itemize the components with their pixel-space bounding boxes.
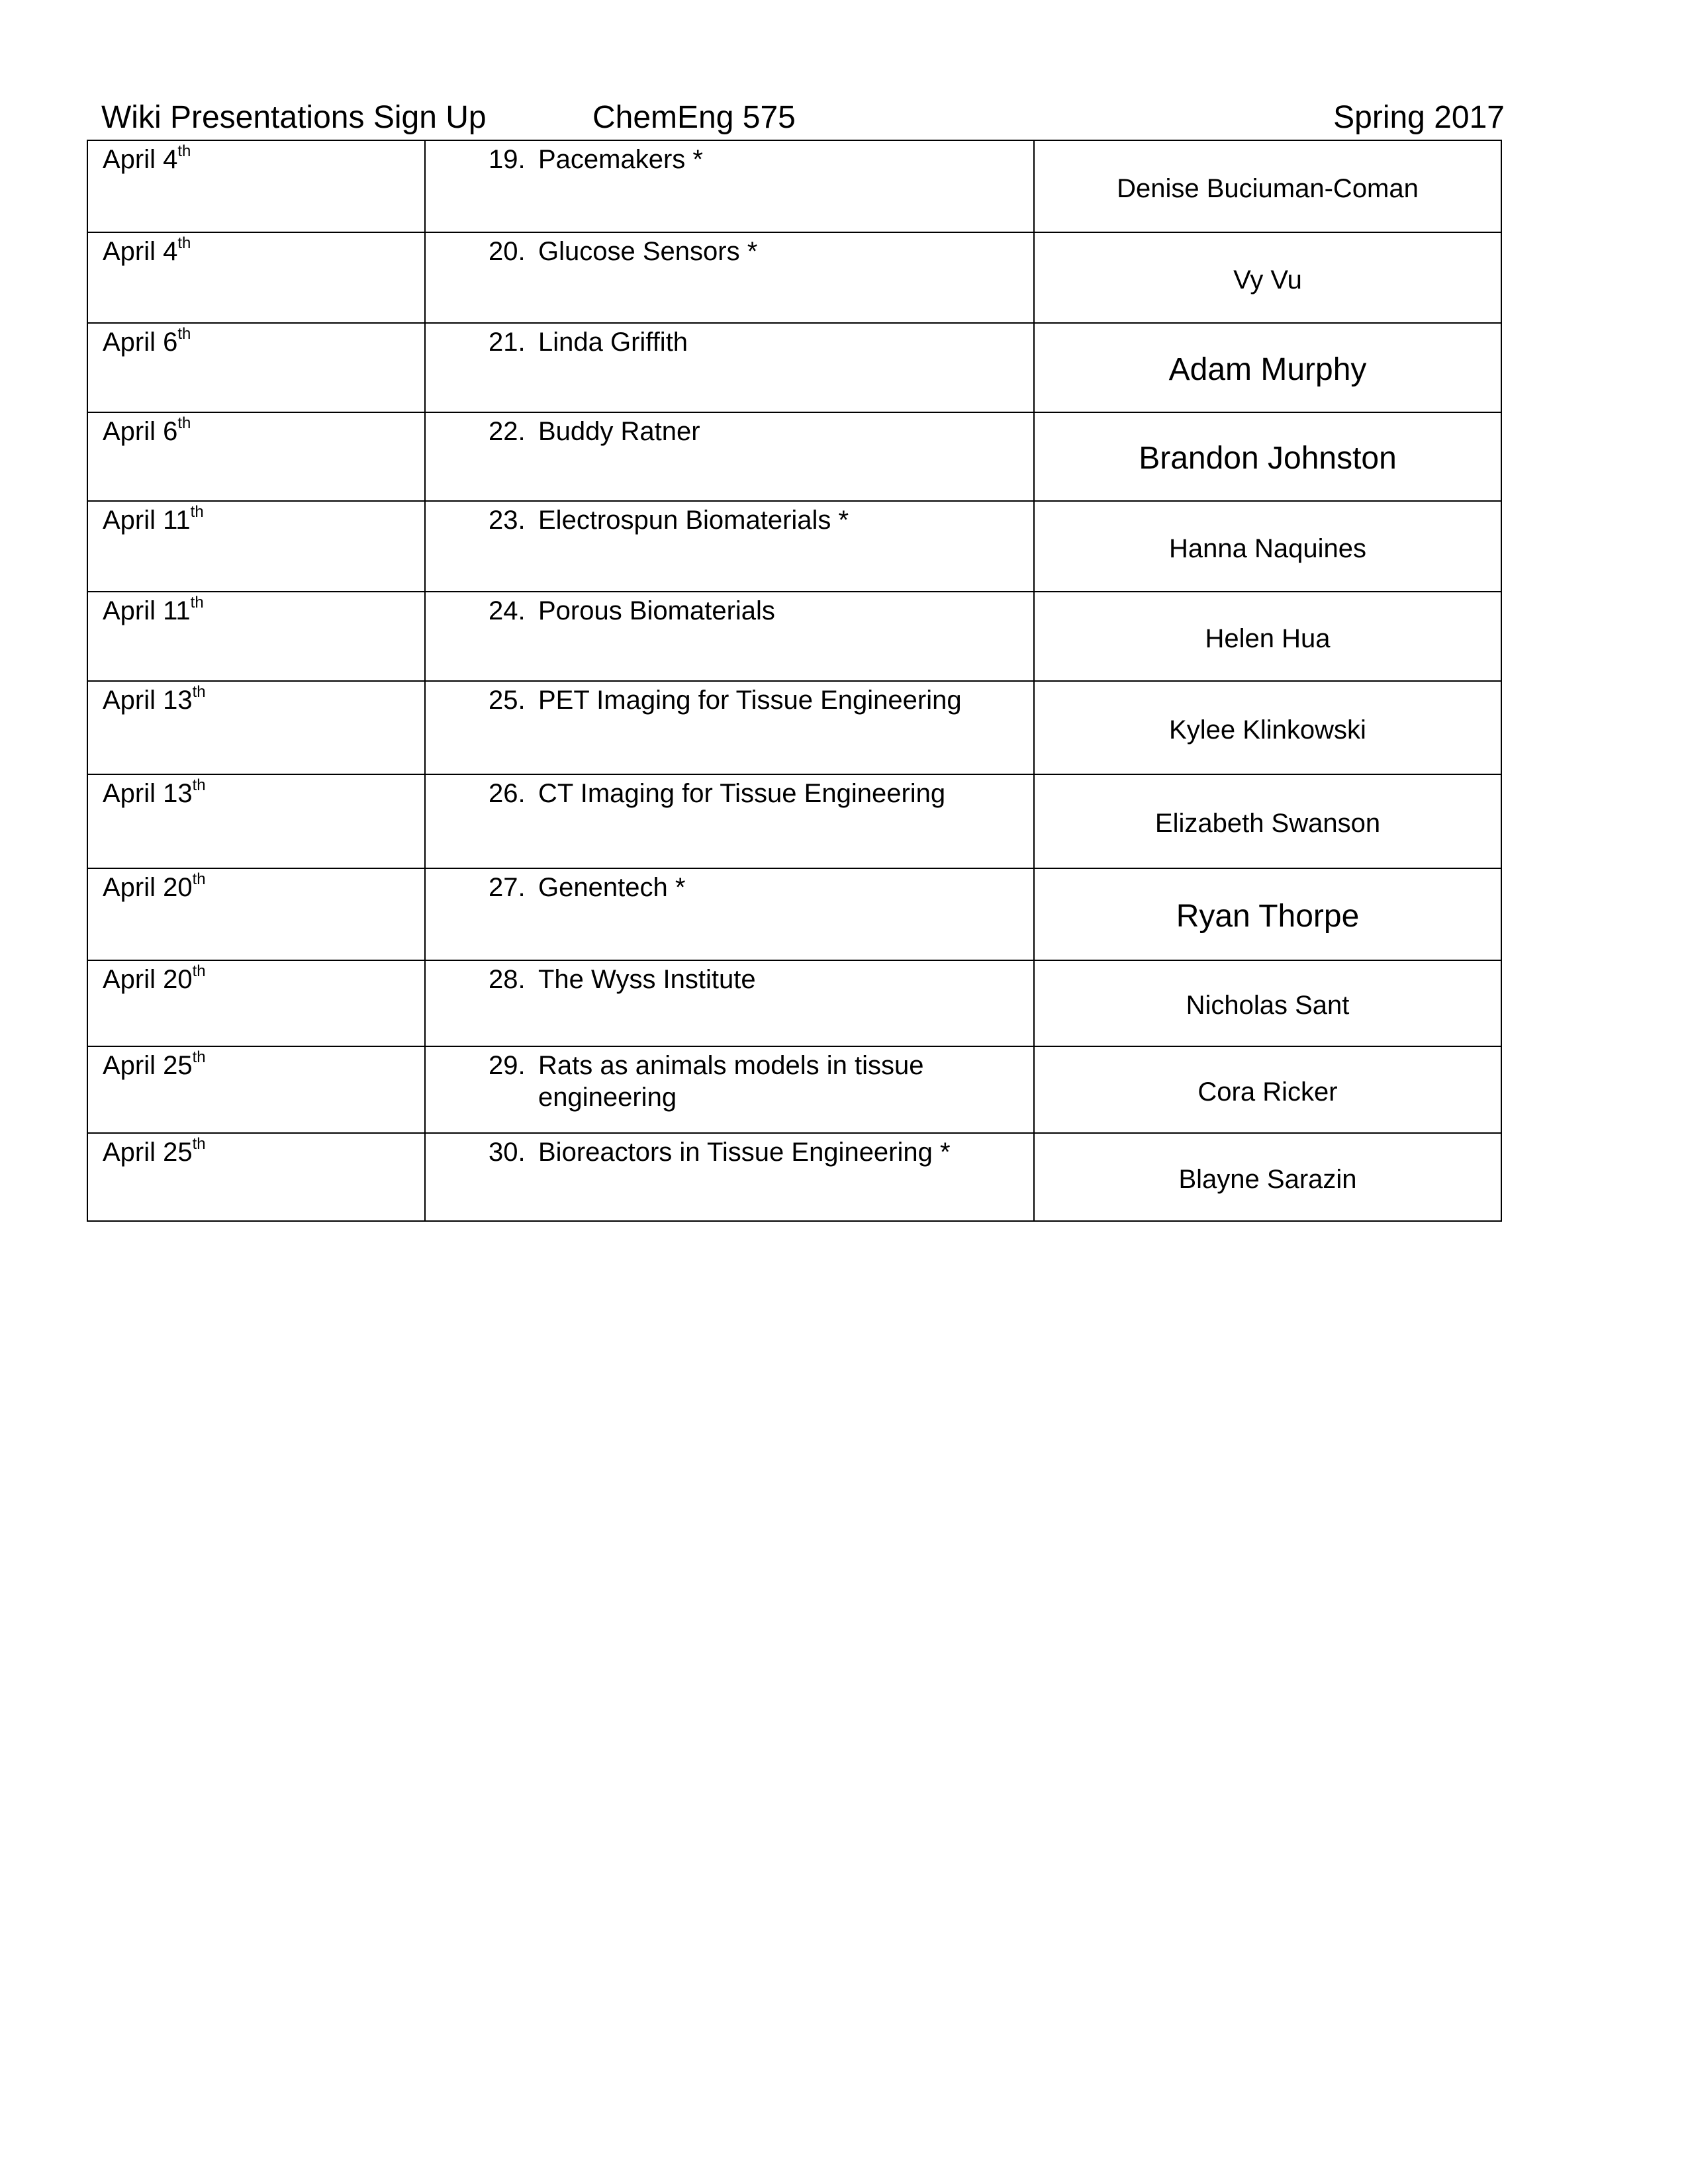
presenter-name: Cora Ricker (1034, 1046, 1501, 1133)
term: Spring 2017 (1333, 100, 1505, 135)
date-cell (87, 232, 425, 323)
topic-cell (425, 412, 1034, 501)
date-text: April 6 (103, 328, 178, 357)
date-text: April 13 (103, 779, 193, 808)
presenter-name: Nicholas Sant (1034, 960, 1501, 1046)
date-text: April 13 (103, 686, 193, 715)
topic-number: 26. (489, 779, 526, 808)
presenter-name: Elizabeth Swanson (1034, 774, 1501, 868)
topic-cell (425, 960, 1034, 1046)
date-cell (87, 1133, 425, 1221)
table-row (87, 960, 1501, 1046)
presenter-name: Kylee Klinkowski (1034, 681, 1501, 774)
date-cell (87, 1046, 425, 1133)
topic-number: 23. (489, 506, 526, 535)
topic-cell (425, 140, 1034, 232)
date-suffix: th (190, 593, 204, 612)
topic-title: Buddy Ratner (538, 417, 700, 446)
topic-cell (425, 1133, 1034, 1221)
topic-number: 24. (489, 596, 526, 625)
topic-number: 25. (489, 686, 526, 715)
topic-cell (425, 868, 1034, 960)
topic-title: Pacemakers * (538, 145, 703, 174)
table-row (87, 1046, 1501, 1133)
table-row (87, 774, 1501, 868)
date-suffix: th (192, 1048, 206, 1066)
table-row (87, 232, 1501, 323)
date-cell (87, 960, 425, 1046)
presenter-name: Ryan Thorpe (1034, 868, 1501, 960)
topic-title: The Wyss Institute (538, 965, 756, 994)
date-text: April 11 (103, 596, 191, 625)
topic-number: 27. (489, 873, 526, 902)
topic-title: Porous Biomaterials (538, 596, 775, 625)
table-row (87, 323, 1501, 412)
topic-number: 22. (489, 417, 526, 446)
date-suffix: th (177, 324, 191, 343)
presenter-name: Vy Vu (1034, 232, 1501, 323)
topic-title: CT Imaging for Tissue Engineering (538, 779, 946, 808)
presenter-name: Adam Murphy (1034, 323, 1501, 412)
topic-number: 30. (489, 1138, 526, 1167)
date-suffix: th (192, 682, 206, 701)
date-text: April 25 (103, 1138, 193, 1167)
topic-cell (425, 501, 1034, 592)
date-text: April 4 (103, 145, 178, 174)
topic-title: Linda Griffith (538, 328, 688, 357)
topic-number: 21. (489, 328, 526, 357)
topic-title: Glucose Sensors * (538, 237, 758, 266)
date-cell (87, 501, 425, 592)
topic-cell (425, 1046, 1034, 1133)
date-text: April 20 (103, 873, 193, 902)
topic-title: Rats as animals models in tissue engineering (538, 1051, 924, 1112)
date-cell (87, 681, 425, 774)
topic-number: 28. (489, 965, 526, 994)
date-suffix: th (192, 870, 206, 888)
date-cell (87, 592, 425, 681)
document-title: Wiki Presentations Sign Up (101, 100, 487, 135)
date-suffix: th (177, 234, 191, 252)
presenter-name: Blayne Sarazin (1034, 1133, 1501, 1221)
presenter-name: Brandon Johnston (1034, 412, 1501, 501)
presenter-name: Helen Hua (1034, 592, 1501, 681)
table-row (87, 868, 1501, 960)
topic-title: Bioreactors in Tissue Engineering * (538, 1138, 951, 1167)
date-cell (87, 140, 425, 232)
date-cell (87, 774, 425, 868)
topic-cell (425, 232, 1034, 323)
topic-cell (425, 323, 1034, 412)
signup-table (87, 140, 1502, 1222)
date-text: April 25 (103, 1051, 193, 1080)
topic-number: 20. (489, 237, 526, 266)
date-suffix: th (192, 962, 206, 980)
table-row (87, 681, 1501, 774)
date-cell (87, 868, 425, 960)
date-suffix: th (177, 142, 191, 160)
date-suffix: th (190, 502, 204, 521)
course-name: ChemEng 575 (592, 100, 796, 135)
table-row (87, 501, 1501, 592)
topic-title: PET Imaging for Tissue Engineering (538, 686, 962, 715)
topic-cell (425, 681, 1034, 774)
presenter-name: Hanna Naquines (1034, 501, 1501, 592)
date-cell (87, 323, 425, 412)
topic-title: Genentech * (538, 873, 686, 902)
presenter-name: Denise Buciuman-Coman (1034, 140, 1501, 232)
table-row (87, 592, 1501, 681)
date-suffix: th (192, 776, 206, 794)
table-row (87, 412, 1501, 501)
date-suffix: th (177, 414, 191, 432)
topic-number: 19. (489, 145, 526, 174)
table-row (87, 1133, 1501, 1221)
date-text: April 20 (103, 965, 193, 994)
date-text: April 4 (103, 237, 178, 266)
topic-title: Electrospun Biomaterials * (538, 506, 849, 535)
table-row (87, 140, 1501, 232)
topic-cell (425, 592, 1034, 681)
date-text: April 11 (103, 506, 191, 535)
date-suffix: th (192, 1134, 206, 1153)
date-text: April 6 (103, 417, 178, 446)
topic-number: 29. (489, 1051, 526, 1080)
date-cell (87, 412, 425, 501)
topic-cell (425, 774, 1034, 868)
